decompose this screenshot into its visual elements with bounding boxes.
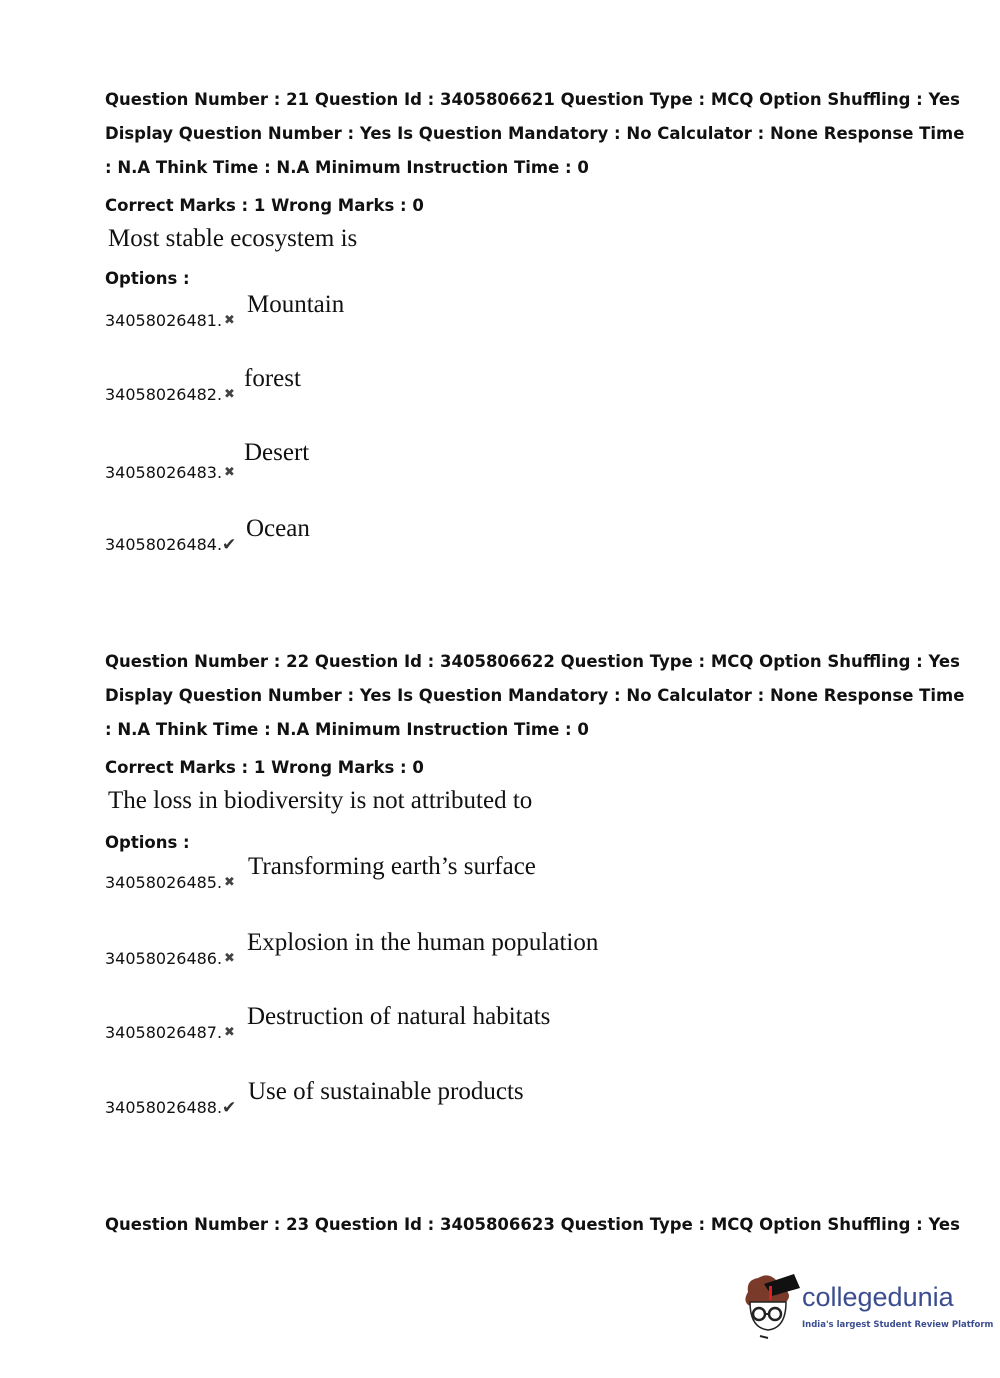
option-id: 34058026488. <box>105 1098 223 1117</box>
question-meta: Question Number : 21 Question Id : 3405806621 Question Type : MCQ Option Shuffling : Yes <box>105 90 960 109</box>
option <box>105 365 805 405</box>
check-icon: ✔ <box>222 1098 237 1118</box>
option-correct <box>105 1078 805 1118</box>
options-label: Options : <box>105 269 190 288</box>
option-id: 34058026486. <box>105 949 223 968</box>
option-id: 34058026484. <box>105 535 223 554</box>
option-text: Explosion in the human population <box>247 929 599 956</box>
wrong-icon: ✖ <box>224 465 235 480</box>
options-label: Options : <box>105 833 190 852</box>
option <box>105 1003 805 1043</box>
question-meta: Question Number : 22 Question Id : 3405806622 Question Type : MCQ Option Shuffling : Yes <box>105 652 960 671</box>
option <box>105 439 805 483</box>
option-text: Destruction of natural habitats <box>247 1003 551 1030</box>
option-text: Transforming earth’s surface <box>248 853 536 880</box>
wrong-icon: ✖ <box>224 875 235 890</box>
brand-name: collegedunia <box>802 1282 954 1312</box>
question-marks: Correct Marks : 1 Wrong Marks : 0 <box>105 758 424 777</box>
option-id: 34058026485. <box>105 873 223 892</box>
check-icon: ✔ <box>222 535 237 555</box>
option-id: 34058026481. <box>105 311 223 330</box>
option-id: 34058026482. <box>105 385 223 404</box>
question-marks: Correct Marks : 1 Wrong Marks : 0 <box>105 196 424 215</box>
collegedunia-logo <box>742 1272 994 1342</box>
option-id: 34058026487. <box>105 1023 223 1042</box>
wrong-icon: ✖ <box>224 951 235 966</box>
question-meta: Display Question Number : Yes Is Question Mandatory : No Calculator : None Response Time <box>105 124 965 143</box>
mascot-icon <box>742 1272 802 1342</box>
option <box>105 853 805 893</box>
wrong-icon: ✖ <box>224 387 235 402</box>
question-meta: : N.A Think Time : N.A Minimum Instruction Time : 0 <box>105 158 589 177</box>
question-meta: Display Question Number : Yes Is Question Mandatory : No Calculator : None Response Time <box>105 686 965 705</box>
option-text: Use of sustainable products <box>248 1078 524 1105</box>
option-text: Desert <box>244 439 310 466</box>
wrong-icon: ✖ <box>224 313 235 328</box>
brand-tagline: India's largest Student Review Platform <box>802 1320 994 1330</box>
wrong-icon: ✖ <box>224 1025 235 1040</box>
question-text: The loss in biodiversity is not attributed to <box>108 787 533 814</box>
option <box>105 291 805 331</box>
option-text: Mountain <box>247 291 345 318</box>
question-meta: Question Number : 23 Question Id : 3405806623 Question Type : MCQ Option Shuffling : Yes <box>105 1215 960 1234</box>
option-id: 34058026483. <box>105 463 223 482</box>
question-meta: : N.A Think Time : N.A Minimum Instruction Time : 0 <box>105 720 589 739</box>
option-text: Ocean <box>246 515 310 542</box>
option-text: forest <box>244 365 301 392</box>
question-text: Most stable ecosystem is <box>108 225 358 252</box>
option <box>105 929 805 969</box>
option-correct <box>105 515 805 555</box>
